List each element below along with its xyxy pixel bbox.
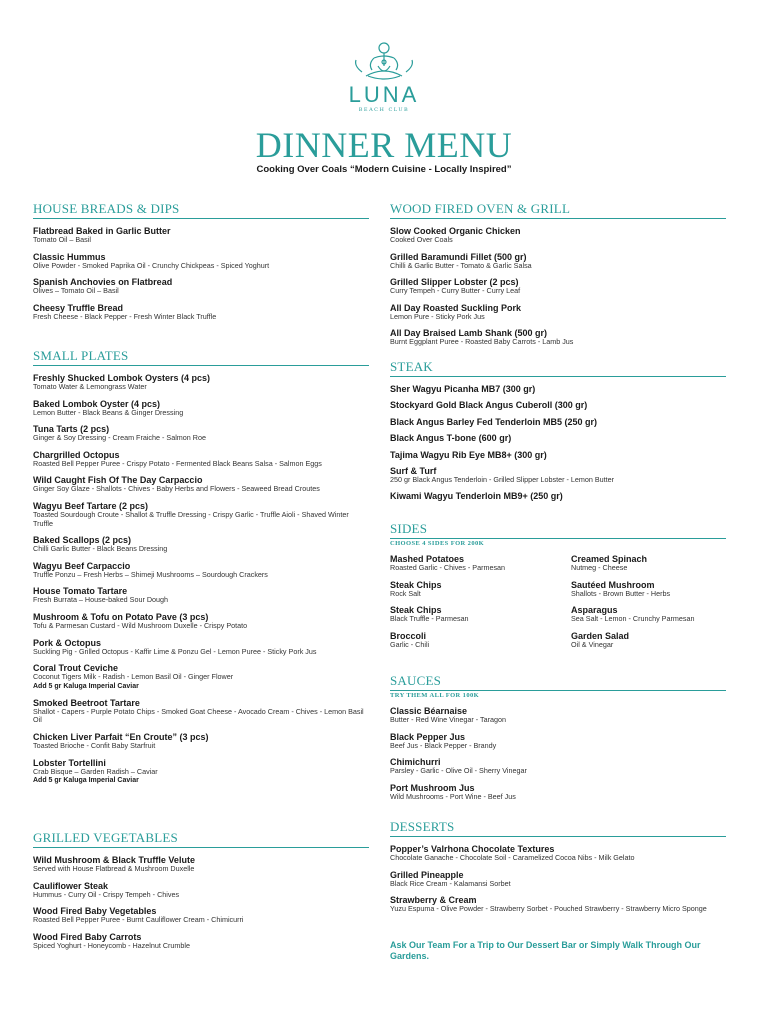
tagline: Cooking Over Coals “Modern Cuisine - Locally Inspired” <box>256 164 512 175</box>
menu-item-name: Cheesy Truffle Bread <box>33 302 124 313</box>
menu-item <box>390 895 726 914</box>
menu-item-name: Mushroom & Tofu on Potato Pave (3 pcs) <box>33 611 209 622</box>
menu-item-description: Lemon Pure - Sticky Pork Jus <box>390 311 485 321</box>
menu-item-description: Olive Powder - Smoked Paprika Oil - Crunchy Chickpeas - Spiced Yoghurt <box>33 260 270 270</box>
brand-subtitle: BEACH CLUB <box>358 107 410 113</box>
menu-item <box>33 906 369 925</box>
menu-item-description: Black Rice Cream - Kalamansi Sorbet <box>390 878 511 888</box>
section-title: GRILLED VEGETABLES <box>33 831 369 848</box>
section-title: HOUSE BREADS & DIPS <box>33 202 369 219</box>
menu-item-name: Smoked Beetroot Tartare <box>33 697 140 708</box>
menu-item-name: Spanish Anchovies on Flatbread <box>33 277 173 288</box>
menu-item-name: House Tomato Tartare <box>33 586 128 597</box>
menu-item-name: Cauliflower Steak <box>33 880 109 891</box>
menu-item <box>390 783 726 802</box>
menu-item-description: Shallots - Brown Butter - Herbs <box>571 588 671 598</box>
menu-item-name: Asparagus <box>571 605 618 616</box>
menu-item <box>33 399 369 418</box>
menu-item-name: Wood Fired Baby Carrots <box>33 931 142 942</box>
menu-item-name: Freshly Shucked Lombok Oysters (4 pcs) <box>33 373 211 383</box>
section-wood-fired <box>390 202 726 347</box>
menu-item <box>390 303 726 322</box>
section-title: WOOD FIRED OVEN & GRILL <box>390 202 726 219</box>
menu-item-name: Flatbread Baked in Garlic Butter <box>33 226 171 236</box>
menu-item-name: All Day Roasted Suckling Pork <box>390 302 522 313</box>
menu-item-description: Served with House Flatbread & Mushroom Duxelle <box>33 864 195 873</box>
menu-item-name: Creamed Spinach <box>571 554 648 564</box>
menu-item <box>390 631 571 650</box>
menu-item <box>390 400 726 410</box>
menu-item <box>33 475 369 494</box>
menu-item-description: Olives – Tomato Oil – Basil <box>33 286 119 296</box>
menu-item-description: Lemon Butter - Black Beans & Ginger Dressing <box>33 407 184 417</box>
page-title: DINNER MENU <box>255 125 513 165</box>
menu-item-addon: Add 5 gr Kaluga Imperial Caviar <box>33 777 139 785</box>
menu-item-description: Black Truffle - Parmesan <box>390 614 469 624</box>
menu-item <box>33 758 369 786</box>
sides-grid <box>390 547 726 649</box>
menu-item-name: Chimichurri <box>390 757 441 768</box>
menu-item-description: Toasted Brioche - Confit Baby Starfruit <box>33 740 156 750</box>
menu-item-name: Baked Scallops (2 pcs) <box>33 535 132 546</box>
menu-item-name: Coral Trout Ceviche <box>33 663 119 674</box>
menu-item <box>571 580 737 599</box>
section-sauces <box>390 674 726 801</box>
menu-item-name: Wagyu Beef Carpaccio <box>33 560 131 571</box>
menu-item-name: Sautéed Mushroom <box>571 579 655 590</box>
menu-item-name: Wagyu Beef Tartare (2 pcs) <box>33 500 149 511</box>
menu-item <box>33 586 369 605</box>
menu-item-name: Pork & Octopus <box>33 637 102 648</box>
menu-item <box>33 638 369 657</box>
menu-item <box>33 698 369 725</box>
menu-item <box>33 373 369 392</box>
menu-item-description: Ginger Soy Glaze - Shallots - Chives - Baby Herbs and Flowers - Seaweed Bread Croutes <box>33 484 320 494</box>
section-title: SIDES <box>390 522 726 539</box>
section-title: DESSERTS <box>390 820 726 837</box>
menu-item-name: Grilled Pineapple <box>390 869 464 880</box>
menu-item-description: Shallot - Capers - Purple Potato Chips - Smoked Goat Cheese - Avocado Cream - Chives - Lemon Basil Oil <box>33 706 364 725</box>
menu-item-description: Burnt Eggplant Puree - Roasted Baby Carrots - Lamb Jus <box>390 337 574 347</box>
menu-item <box>390 554 571 573</box>
menu-item <box>33 732 369 751</box>
menu-item-description: Cooked Over Coals <box>390 235 453 244</box>
menu-item <box>390 328 726 347</box>
section-house-breads <box>33 202 369 321</box>
menu-item-description: Sea Salt - Lemon - Crunchy Parmesan <box>571 614 695 624</box>
menu-item-description: Coconut Tigers Milk - Radish - Lemon Basil Oil - Ginger Flower <box>33 672 234 682</box>
section-title: STEAK <box>390 360 726 377</box>
footer-note: Ask Our Team For a Trip to Our Dessert Bar or Simply Walk Through Our Gardens. <box>390 940 701 961</box>
menu-item <box>571 554 737 573</box>
menu-item-description: Tomato Oil – Basil <box>33 235 91 244</box>
menu-item-description: Chilli & Garlic Butter - Tomato & Garlic Salsa <box>390 260 532 270</box>
menu-item <box>33 612 369 631</box>
menu-item-name: Kiwami Wagyu Tenderloin MB9+ (250 gr) <box>390 491 563 502</box>
menu-item <box>390 433 726 443</box>
menu-item-name: Sher Wagyu Picanha MB7 (300 gr) <box>390 383 536 394</box>
menu-item-description: Fresh Cheese - Black Pepper - Fresh Winter Black Truffle <box>33 311 217 321</box>
menu-item-name: Classic Hummus <box>33 251 106 262</box>
menu-item <box>571 631 737 650</box>
menu-item <box>390 466 726 485</box>
menu-item-description: Hummus - Curry Oil - Crispy Tempeh - Chives <box>33 889 180 899</box>
menu-item-description: Beef Jus - Black Pepper - Brandy <box>390 740 497 750</box>
menu-item-description: Nutmeg - Cheese <box>571 563 628 572</box>
menu-item-name: Black Pepper Jus <box>390 731 466 742</box>
menu-item-description: Roasted Bell Pepper Puree - Crispy Potato - Fermented Black Beans Salsa - Salmon Eggs <box>33 458 322 468</box>
menu-item-name: Strawberry & Cream <box>390 895 477 906</box>
menu-item-description: Parsley - Garlic - Olive Oil - Sherry Vinegar <box>390 766 527 776</box>
menu-item-description: Roasted Garlic - Chives - Parmesan <box>390 563 506 572</box>
section-sides <box>390 522 726 649</box>
menu-item <box>33 450 369 469</box>
menu-item-description: 250 gr Black Angus Tenderloin - Grilled Slipper Lobster - Lemon Butter <box>390 475 614 484</box>
section-small-plates <box>33 349 369 785</box>
menu-item-description: Toasted Sourdough Croute - Shallot & Truffle Dressing - Crispy Garlic - Truffle Aioli - Shaved Winter Truffle <box>33 509 349 528</box>
menu-item-description: Ginger & Soy Dressing - Cream Fraiche - Salmon Roe <box>33 433 206 443</box>
menu-item <box>390 844 726 863</box>
menu-item-description: Tofu & Parmesan Custard - Wild Mushroom Duxelle - Crispy Potato <box>33 620 248 630</box>
menu-item <box>33 855 369 874</box>
menu-item-name: Baked Lombok Oyster (4 pcs) <box>33 398 161 409</box>
menu-item <box>390 450 726 460</box>
menu-item-name: Stockyard Gold Black Angus Cuberoll (300 gr) <box>390 400 588 410</box>
menu-item-description: Chocolate Ganache - Chocolate Soil - Caramelized Cocoa Nibs - Milk Gelato <box>390 853 635 862</box>
section-grilled-vegetables <box>33 831 369 950</box>
menu-item <box>33 501 369 528</box>
menu-item-name: Broccoli <box>390 630 427 641</box>
menu-item-description: Oil & Vinegar <box>571 639 614 649</box>
menu-item <box>33 932 369 951</box>
menu-item <box>390 491 726 501</box>
menu-item <box>390 757 726 776</box>
menu-item-name: Garden Salad <box>571 630 630 641</box>
menu-item-description: Truffle Ponzu – Fresh Herbs – Shimeji Mushrooms – Sourdough Crackers <box>33 569 268 579</box>
menu-item-description: Spiced Yoghurt - Honeycomb - Hazelnut Crumble <box>33 940 191 950</box>
menu-item-name: Chargrilled Octopus <box>33 449 120 460</box>
menu-item <box>390 732 726 751</box>
menu-item <box>390 384 726 394</box>
section-title: SAUCES <box>390 674 726 691</box>
menu-item-name: All Day Braised Lamb Shank (500 gr) <box>390 328 548 339</box>
menu-item-description: Garlic - Chili <box>390 639 430 649</box>
menu-item-name: Slow Cooked Organic Chicken <box>390 226 521 236</box>
menu-item-description: Curry Tempeh - Curry Butter - Curry Leaf <box>390 286 521 296</box>
menu-item-name: Chicken Liver Parfait “En Croute” (3 pcs) <box>33 731 209 742</box>
menu-item-description: Suckling Pig - Grilled Octopus - Kaffir Lime & Ponzu Gel - Lemon Puree - Sticky Pork Jus <box>33 646 317 656</box>
menu-item-name: Mashed Potatoes <box>390 554 465 564</box>
section-desserts <box>390 820 726 914</box>
menu-item <box>33 252 369 271</box>
menu-item <box>33 663 369 691</box>
menu-item <box>390 226 726 245</box>
menu-item <box>33 277 369 296</box>
menu-item <box>571 605 737 624</box>
menu-item <box>390 605 571 624</box>
section-steak <box>390 360 726 501</box>
menu-item <box>390 706 726 725</box>
menu-item-description: Tomato Water & Lemongrass Water <box>33 382 147 391</box>
menu-item-name: Popper’s Valrhona Chocolate Textures <box>390 844 555 854</box>
menu-item-name: Tuna Tarts (2 pcs) <box>33 424 110 435</box>
menu-item-description: Crab Bisque – Garden Radish – Caviar <box>33 766 158 776</box>
menu-item-name: Steak Chips <box>390 605 442 616</box>
menu-item <box>33 535 369 554</box>
section-subtitle: CHOOSE 4 SIDES FOR 200K <box>390 540 485 547</box>
menu-item-description: Fresh Burrata – House-baked Sour Dough <box>33 595 169 605</box>
menu-item <box>390 580 571 599</box>
section-title: SMALL PLATES <box>33 349 369 366</box>
menu-item-name: Port Mushroom Jus <box>390 782 475 793</box>
menu-item-addon: Add 5 gr Kaluga Imperial Caviar <box>33 682 139 690</box>
menu-item <box>390 252 726 271</box>
menu-item-name: Grilled Slipper Lobster (2 pcs) <box>390 277 519 288</box>
menu-item-name: Black Angus T-bone (600 gr) <box>390 433 512 443</box>
menu-item-description: Roasted Bell Pepper Puree - Burnt Cauliflower Cream - Chimicurri <box>33 915 244 925</box>
menu-item-name: Steak Chips <box>390 579 442 590</box>
menu-item-name: Classic Béarnaise <box>390 706 468 716</box>
menu-item <box>390 870 726 889</box>
menu-item-name: Black Angus Barley Fed Tenderloin MB5 (250 gr) <box>390 416 598 427</box>
menu-item-name: Grilled Baramundi Fillet (500 gr) <box>390 251 527 262</box>
menu-item <box>33 303 369 322</box>
menu-item-name: Wild Mushroom & Black Truffle Velute <box>33 855 195 865</box>
menu-item-name: Wild Caught Fish Of The Day Carpaccio <box>33 475 203 486</box>
menu-item <box>33 424 369 443</box>
menu-item-description: Wild Mushrooms - Port Wine - Beef Jus <box>390 791 516 801</box>
brand-name: LUNA <box>348 82 420 107</box>
menu-item-name: Wood Fired Baby Vegetables <box>33 906 157 917</box>
menu-item <box>33 226 369 245</box>
section-subtitle: TRY THEM ALL FOR 100K <box>390 692 480 699</box>
menu-item-description: Rock Salt <box>390 588 421 598</box>
menu-item-description: Yuzu Espuma - Olive Powder - Strawberry Sorbet - Pouched Strawberry - Strawberry Micro Sponge <box>390 904 707 914</box>
menu-item <box>390 417 726 427</box>
menu-item-name: Tajima Wagyu Rib Eye MB8+ (300 gr) <box>390 449 547 460</box>
menu-item-name: Lobster Tortellini <box>33 757 106 768</box>
menu-item <box>33 561 369 580</box>
menu-item-name: Surf & Turf <box>390 466 437 476</box>
menu-item-description: Chilli Garlic Butter - Black Beans Dressing <box>33 544 168 554</box>
menu-item <box>33 881 369 900</box>
menu-item <box>390 277 726 296</box>
menu-item-description: Butter - Red Wine Vinegar - Taragon <box>390 715 506 724</box>
